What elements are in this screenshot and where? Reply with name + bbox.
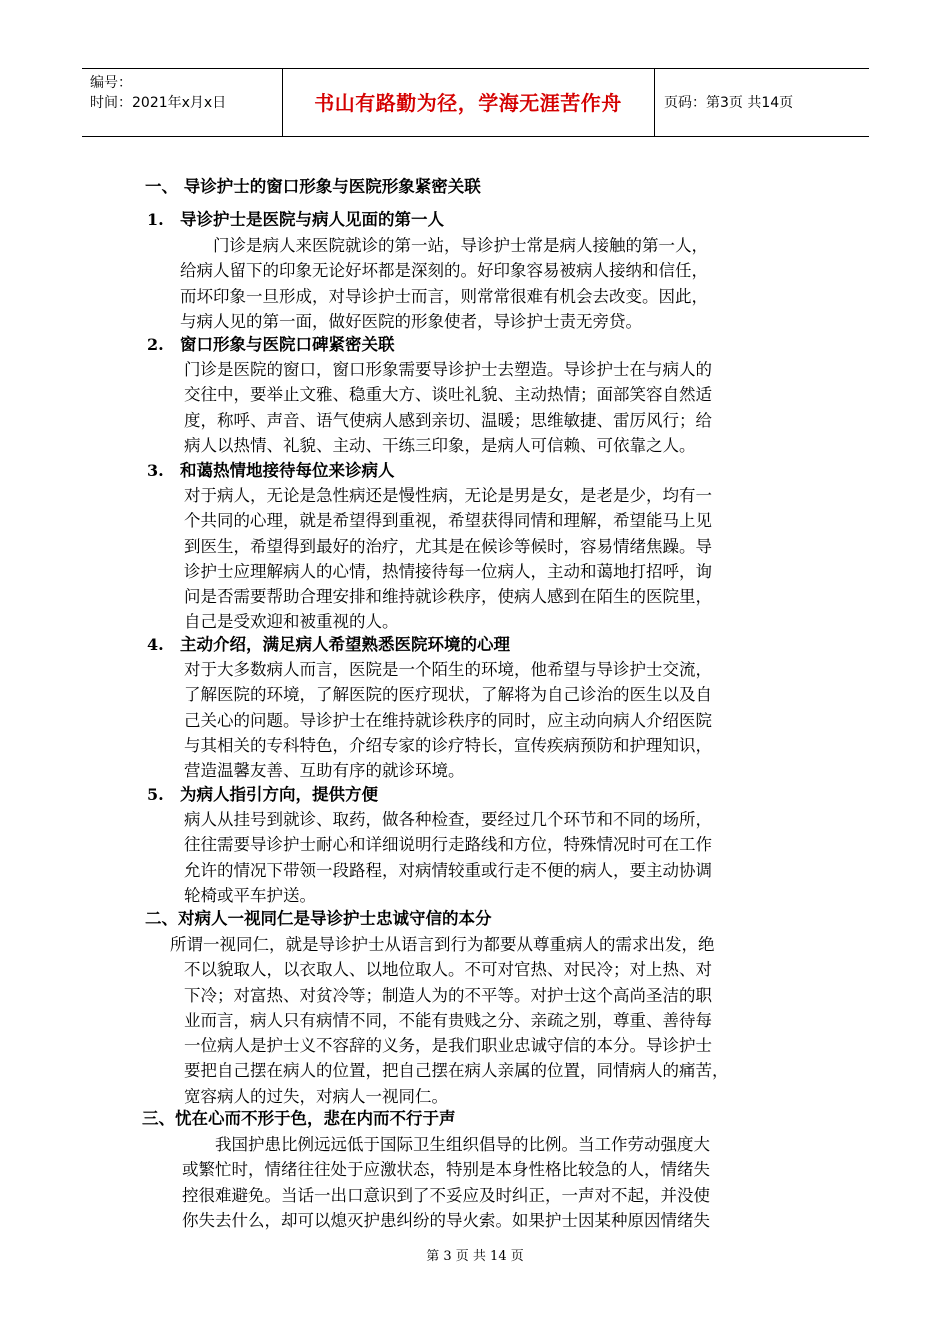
text-line: 我国护患比例远远低于国际卫生组织倡导的比例。当工作劳动强度大 <box>215 1135 710 1154</box>
text-line: 门诊是医院的窗口，窗口形象需要导诊护士去塑造。导诊护士在与病人的 <box>184 360 712 379</box>
item-title: 导诊护士是医院与病人见面的第一人 <box>180 210 444 229</box>
item-number: 3. <box>147 461 164 480</box>
text-line: 问是否需要帮助合理安排和维持就诊秩序，使病人感到在陌生的医院里， <box>184 587 712 607</box>
item-number: 4. <box>147 635 164 654</box>
text-line: 病人以热情、礼貌、主动、干练三印象，是病人可信赖、可依靠之人。 <box>184 435 696 455</box>
section1-title: 一、 导诊护士的窗口形象与医院形象紧密关联 <box>145 177 481 196</box>
item-title: 主动介绍，满足病人希望熟悉医院环境的心理 <box>180 635 510 654</box>
text-line: 允许的情况下带领一段路程，对病情较重或行走不便的病人，要主动协调 <box>184 860 712 880</box>
paragraph <box>170 932 729 1109</box>
header-divider <box>654 69 655 136</box>
text-line: 营造温馨友善、互助有序的就诊环境。 <box>184 761 465 781</box>
text-line: 一位病人是护士义不容辞的义务，是我们职业忠诚守信的本分。导诊护士 <box>184 1036 712 1056</box>
section3-title: 三、忧在心而不形于色，悲在内而不行于声 <box>142 1109 456 1128</box>
text-line: 与病人见的第一面，做好医院的形象使者，导诊护士责无旁贷。 <box>180 311 642 331</box>
item-number: 5. <box>147 785 164 804</box>
paragraph <box>184 807 712 908</box>
text-line: 交往中，要举止文雅、稳重大方、谈吐礼貌、主动热情；面部笑容自然适 <box>184 385 712 405</box>
text-line: 往往需要导诊护士耐心和详细说明行走路线和方位，特殊情况时可在工作 <box>184 835 712 855</box>
text-line: 到医生，希望得到最好的治疗，尤其是在候诊等候时，容易情绪焦躁。导 <box>184 536 712 556</box>
text-line: 己关心的问题。导诊护士在维持就诊秩序的同时，应主动向病人介绍医院 <box>184 710 712 730</box>
paragraph <box>184 657 712 783</box>
text-line: 自己是受欢迎和被重视的人。 <box>184 612 399 632</box>
text-line: 病人从挂号到就诊、取药，做各种检查，要经过几个环节和不同的场所， <box>184 810 712 829</box>
text-line: 业而言，病人只有病情不同，不能有贵贱之分、亲疏之别，尊重、善待每 <box>184 1010 712 1030</box>
text-line: 不以貌取人，以衣取人、以地位取人。不可对官热、对民冷；对上热、对 <box>184 960 712 980</box>
text-line: 给病人留下的印象无论好坏都是深刻的。好印象容易被病人接纳和信任， <box>180 261 708 281</box>
text-line: 对于病人，无论是急性病还是慢性病，无论是男是女，是老是少，均有一 <box>184 486 712 505</box>
header-meta <box>90 73 226 113</box>
header-page-info: 页码：第3页 共14页 <box>664 94 794 111</box>
text-line: 轮椅或平车护送。 <box>184 885 316 905</box>
header-number: 编号： <box>90 75 132 91</box>
paragraph <box>184 357 712 458</box>
text-line: 下冷；对富热、对贫冷等；制造人为的不平等。对护士这个高尚圣洁的职 <box>184 985 712 1005</box>
header-date: 时间：2021年x月x日 <box>90 95 227 111</box>
text-line: 控很难避免。当话一出口意识到了不妥应及时纠正，一声对不起，并没使 <box>182 1185 710 1205</box>
page-footer: 第 3 页 共 14 页 <box>426 1249 524 1264</box>
text-line: 门诊是病人来医院就诊的第一站，导诊护士常是病人接触的第一人， <box>213 236 708 255</box>
item-title: 窗口形象与医院口碑紧密关联 <box>180 335 395 354</box>
paragraph <box>184 483 712 635</box>
item-title: 和蔼热情地接待每位来诊病人 <box>180 461 395 480</box>
paragraph <box>182 1132 710 1233</box>
text-line: 要把自己摆在病人的位置，把自己摆在病人亲属的位置，同情病人的痛苦， <box>184 1061 729 1081</box>
text-line: 对于大多数病人而言，医院是一个陌生的环境，他希望与导诊护士交流， <box>184 660 712 679</box>
header-motto: 书山有路勤为径，学海无涯苦作舟 <box>314 90 622 115</box>
text-line: 诊护士应理解病人的心情，热情接待每一位病人，主动和蔼地打招呼，询 <box>184 561 712 581</box>
text-line: 你失去什么，却可以熄灭护患纠纷的导火索。如果护士因某种原因情绪失 <box>182 1210 710 1230</box>
text-line: 或繁忙时，情绪往往处于应激状态，特别是本身性格比较急的人，情绪失 <box>182 1160 710 1180</box>
item-number: 2. <box>147 335 164 354</box>
text-line: 了解医院的环境，了解医院的医疗现状，了解将为自己诊治的医生以及自 <box>184 685 712 705</box>
text-line: 所谓一视同仁，就是导诊护士从语言到行为都要从尊重病人的需求出发，绝 <box>170 935 715 954</box>
section2-title: 二、对病人一视同仁是导诊护士忠诚守信的本分 <box>145 909 492 928</box>
page-header <box>82 68 869 137</box>
paragraph <box>180 233 708 334</box>
text-line: 宽容病人的过失，对病人一视同仁。 <box>184 1086 448 1106</box>
item-number: 1. <box>147 210 164 229</box>
text-line: 度，称呼、声音、语气使病人感到亲切、温暖；思维敏捷、雷厉风行；给 <box>184 410 712 430</box>
text-line: 个共同的心理，就是希望得到重视，希望获得同情和理解，希望能马上见 <box>184 511 712 531</box>
text-line: 而坏印象一旦形成，对导诊护士而言，则常常很难有机会去改变。因此， <box>180 286 708 306</box>
text-line: 与其相关的专科特色，介绍专家的诊疗特长，宣传疾病预防和护理知识， <box>184 735 712 755</box>
item-title: 为病人指引方向，提供方便 <box>180 785 378 804</box>
